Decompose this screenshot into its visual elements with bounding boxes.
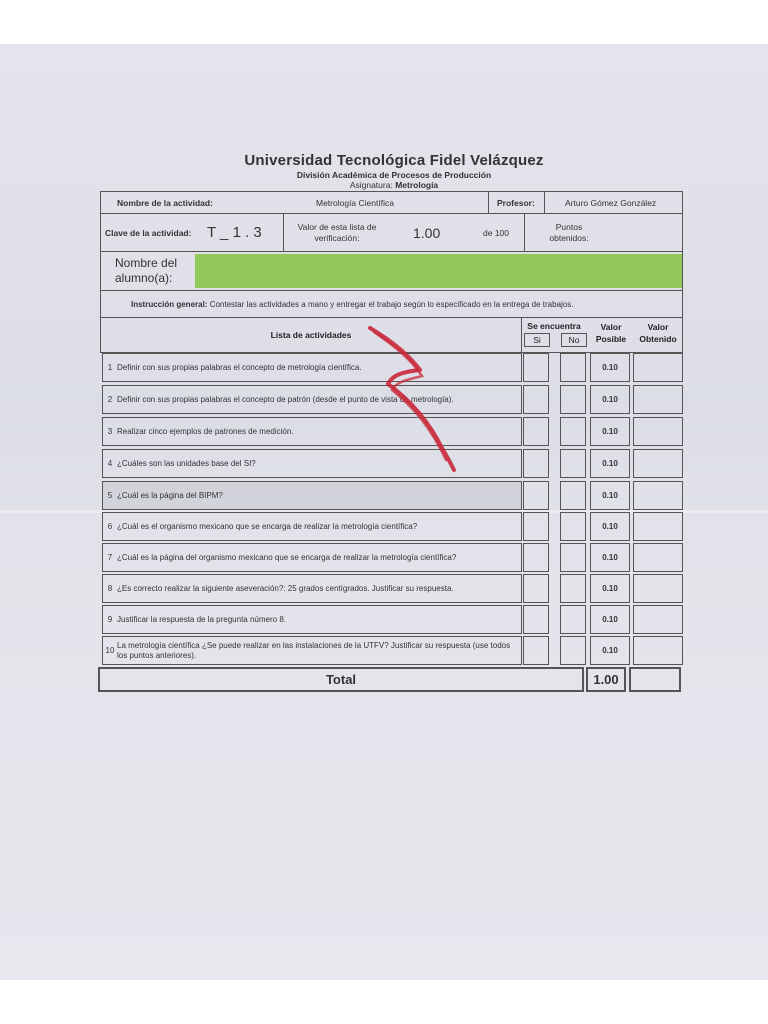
- possible-value: 0.10: [590, 353, 630, 382]
- activity-number: 3: [107, 427, 113, 436]
- list-value-label: Valor de esta lista de verificación:: [297, 221, 377, 243]
- activity-text: ¿Es correcto realizar la siguiente aseveración?: 25 grados centígrados. Justificar su respuesta.: [117, 583, 454, 593]
- obtained-value-field[interactable]: [633, 481, 683, 510]
- university-name: Universidad Tecnológica Fidel Velázquez: [244, 152, 544, 169]
- yes-checkbox[interactable]: [523, 449, 549, 478]
- subject-line: [100, 180, 688, 190]
- instruction-row: [101, 291, 682, 318]
- no-checkbox[interactable]: [560, 512, 586, 541]
- columns-header: [101, 318, 682, 352]
- no-header: No: [561, 333, 587, 347]
- activity-text: Definir con sus propias palabras el concepto de metrología científica.: [117, 362, 362, 372]
- yes-checkbox[interactable]: [523, 512, 549, 541]
- activity-name-row: [101, 192, 682, 214]
- activity-text-box: [102, 574, 522, 603]
- activity-text: Definir con sus propias palabras el concepto de patrón (desde el punto de vista de metrología).: [117, 394, 454, 404]
- no-checkbox[interactable]: [560, 481, 586, 510]
- instruction-line: [131, 291, 573, 317]
- obtained-value-field[interactable]: [633, 512, 683, 541]
- activity-row-10: [102, 636, 685, 665]
- yes-checkbox[interactable]: [523, 417, 549, 446]
- activity-row-9: [102, 605, 685, 634]
- division-name: División Académica de Procesos de Producción: [296, 170, 492, 180]
- activity-text: Justificar la respuesta de la pregunta número 8.: [117, 614, 286, 624]
- yes-checkbox[interactable]: [523, 605, 549, 634]
- activity-text: Realizar cinco ejemplos de patrones de medición.: [117, 426, 294, 436]
- no-checkbox[interactable]: [560, 543, 586, 572]
- activities-list: [102, 353, 685, 665]
- possible-value: 0.10: [590, 449, 630, 478]
- activity-text-box: [102, 605, 522, 634]
- total-obtained-field[interactable]: [629, 667, 681, 692]
- of-100-label: de 100: [483, 227, 509, 238]
- activity-text: La metrología científica ¿Se puede realizar en las instalaciones de la UTFV? Justificar su respuesta (use todos los puntos anteriores).: [117, 640, 511, 660]
- activity-number: 7: [107, 553, 113, 562]
- checklist-form: [100, 191, 683, 353]
- activity-text-box: [102, 543, 522, 572]
- activity-number: 1: [107, 363, 113, 372]
- activity-text-box: [102, 636, 522, 665]
- subject-label: Asignatura:: [349, 180, 393, 190]
- possible-value: 0.10: [590, 605, 630, 634]
- activity-number: 6: [107, 522, 113, 531]
- activity-number: 9: [107, 615, 113, 624]
- student-name-row: [101, 252, 682, 291]
- activity-text: ¿Cuál es el organismo mexicano que se encarga de realizar la metrología científica?: [117, 521, 418, 531]
- no-checkbox[interactable]: [560, 385, 586, 414]
- code-label: Clave de la actividad:: [105, 227, 192, 238]
- possible-header: Valor Posible: [595, 322, 627, 344]
- obtained-value-field[interactable]: [633, 353, 683, 382]
- professor-value: Arturo Gómez González: [565, 197, 657, 208]
- activity-row-6: [102, 512, 685, 541]
- activity-text-box: [102, 481, 522, 510]
- possible-value: 0.10: [590, 574, 630, 603]
- possible-value: 0.10: [590, 636, 630, 665]
- obtained-value-field[interactable]: [633, 449, 683, 478]
- activity-row-5: [102, 481, 685, 510]
- yes-checkbox[interactable]: [523, 481, 549, 510]
- activity-row-1: [102, 353, 685, 382]
- no-checkbox[interactable]: [560, 605, 586, 634]
- activity-name-value: Metrología Científica: [316, 197, 394, 208]
- obtained-value-field[interactable]: [633, 605, 683, 634]
- yes-checkbox[interactable]: [523, 636, 549, 665]
- activity-text-box: [102, 417, 522, 446]
- no-checkbox[interactable]: [560, 353, 586, 382]
- activity-number: 4: [107, 459, 113, 468]
- activity-row-4: [102, 449, 685, 478]
- activities-header: Lista de actividades: [101, 318, 522, 352]
- activity-row-2: [102, 385, 685, 414]
- yes-checkbox[interactable]: [523, 543, 549, 572]
- activity-text: ¿Cuál es la página del BIPM?: [117, 490, 223, 500]
- instruction-label: Instrucción general:: [131, 299, 208, 309]
- yes-header: Si: [524, 333, 550, 347]
- no-checkbox[interactable]: [560, 574, 586, 603]
- instruction-text: Contestar las actividades a mano y entregar el trabajo según lo especificado en la entrega de trabajos.: [209, 299, 574, 309]
- activity-text-box: [102, 512, 522, 541]
- no-checkbox[interactable]: [560, 417, 586, 446]
- activity-text: ¿Cuál es la página del organismo mexicano que se encarga de realizar la metrología científica?: [117, 552, 457, 562]
- obtained-header: Valor Obtenido: [639, 322, 677, 344]
- obtained-value-field[interactable]: [633, 574, 683, 603]
- possible-value: 0.10: [590, 543, 630, 572]
- activity-row-3: [102, 417, 685, 446]
- professor-label: Profesor:: [497, 197, 535, 208]
- possible-value: 0.10: [590, 417, 630, 446]
- activity-text: ¿Cuáles son las unidades base del SI?: [117, 458, 256, 468]
- activity-row-8: [102, 574, 685, 603]
- code-value: T _ 1 . 3: [207, 224, 262, 241]
- yes-checkbox[interactable]: [523, 574, 549, 603]
- activity-row-7: [102, 543, 685, 572]
- no-checkbox[interactable]: [560, 636, 586, 665]
- student-label: Nombre del alumno(a):: [115, 256, 178, 285]
- yes-checkbox[interactable]: [523, 353, 549, 382]
- possible-value: 0.10: [590, 385, 630, 414]
- obtained-value-field[interactable]: [633, 543, 683, 572]
- total-label: Total: [98, 667, 584, 692]
- activity-text-box: [102, 353, 522, 382]
- yes-checkbox[interactable]: [523, 385, 549, 414]
- activity-text-box: [102, 449, 522, 478]
- activity-text-box: [102, 385, 522, 414]
- obtained-value-field[interactable]: [633, 417, 683, 446]
- student-name-field[interactable]: [195, 254, 682, 288]
- obtained-value-field[interactable]: [633, 385, 683, 414]
- activity-name-label: Nombre de la actividad:: [117, 197, 213, 208]
- activity-number: 8: [107, 584, 113, 593]
- possible-value: 0.10: [590, 512, 630, 541]
- activity-number: 10: [105, 646, 115, 655]
- subject-value: Metrología: [395, 180, 439, 190]
- activity-number: 5: [107, 491, 113, 500]
- document-header: [100, 152, 688, 190]
- found-header: Se encuentra: [527, 321, 581, 331]
- activity-number: 2: [107, 395, 113, 404]
- list-value: 1.00: [413, 224, 441, 241]
- possible-value: 0.10: [590, 481, 630, 510]
- total-value: 1.00: [586, 667, 626, 692]
- no-checkbox[interactable]: [560, 449, 586, 478]
- obtained-value-field[interactable]: [633, 636, 683, 665]
- total-row: [98, 667, 683, 692]
- points-label: Puntos obtenidos:: [549, 221, 589, 243]
- activity-code-row: [101, 214, 682, 252]
